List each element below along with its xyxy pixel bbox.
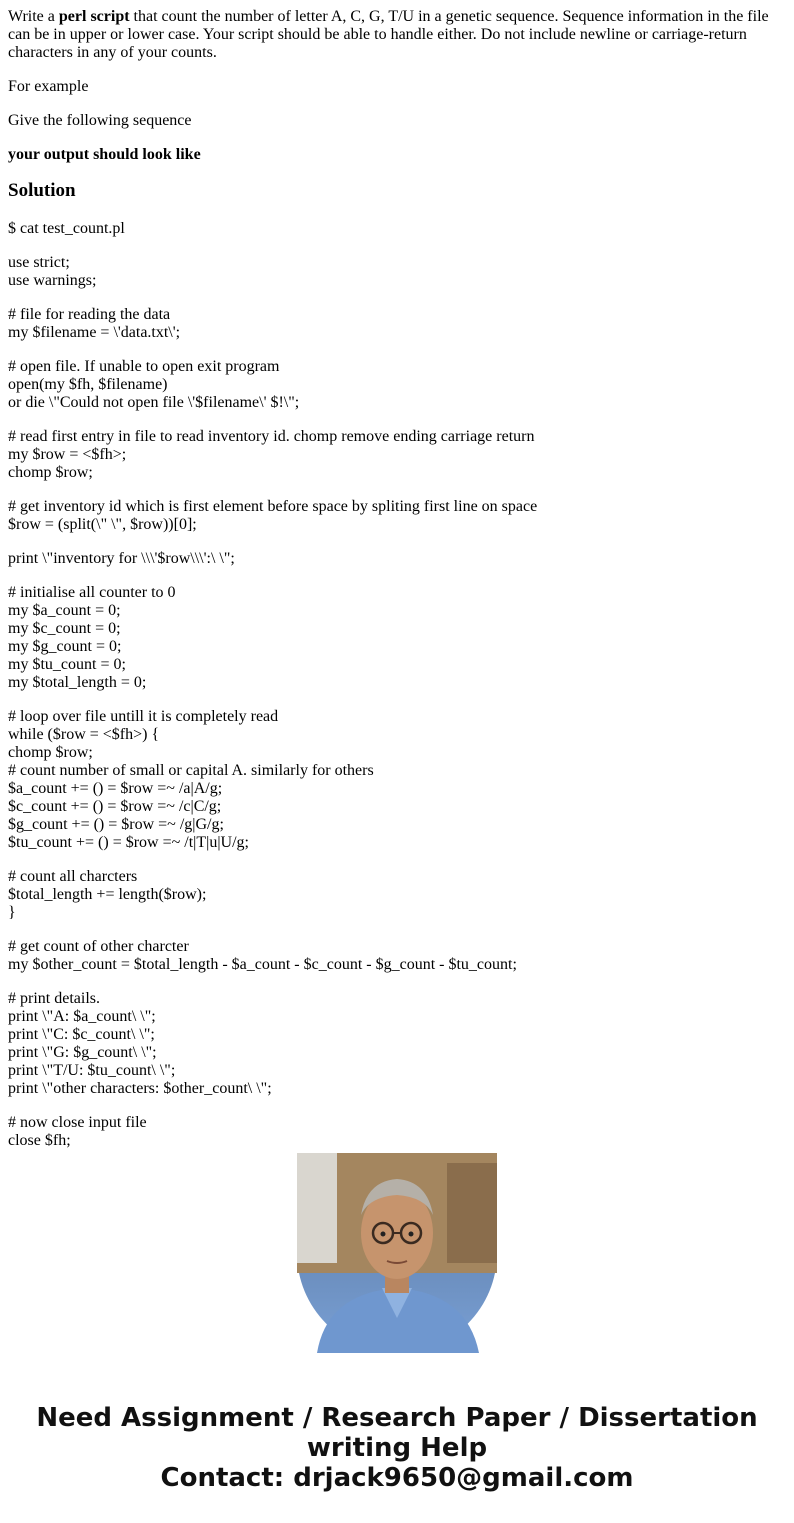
code-line: # count all charcters <box>8 868 138 885</box>
code-block <box>8 868 784 922</box>
code-line: $tu_count += () = $row =~ /t|T|u|U/g; <box>8 834 249 851</box>
code-line: # read first entry in file to read inventory id. chomp remove ending carriage return <box>8 428 535 445</box>
code-line: chomp $row; <box>8 744 93 761</box>
code-line: use warnings; <box>8 272 97 289</box>
code-line: use strict; <box>8 254 70 271</box>
author-avatar <box>297 1153 497 1353</box>
banner-line-1: Need Assignment / Research Paper / Dissertation <box>36 1403 758 1433</box>
code-line: $a_count += () = $row =~ /a|A/g; <box>8 780 223 797</box>
output-label <box>8 146 784 164</box>
code-block <box>8 428 784 482</box>
code-line: # open file. If unable to open exit program <box>8 358 280 375</box>
code-line: my $total_length = 0; <box>8 674 147 691</box>
code-block <box>8 358 784 412</box>
code-line: my $a_count = 0; <box>8 602 121 619</box>
code-line: print \"T/U: $tu_count\ \"; <box>8 1062 176 1079</box>
code-block <box>8 550 784 568</box>
code-line: # loop over file untill it is completely read <box>8 708 279 725</box>
solution-code <box>8 220 784 1149</box>
code-block <box>8 938 784 974</box>
for-example-text: For example <box>8 78 89 95</box>
code-block <box>8 254 784 290</box>
code-line: # print details. <box>8 990 100 1007</box>
code-line: print \"A: $a_count\ \"; <box>8 1008 156 1025</box>
code-line: $ cat test_count.pl <box>8 220 125 237</box>
code-line: # get count of other charcter <box>8 938 189 955</box>
code-line: # get inventory id which is first element before space by spliting first line on space <box>8 498 538 515</box>
intro-bold: perl script <box>58 8 130 25</box>
code-block <box>8 990 784 1098</box>
footer-promo <box>0 1153 794 1493</box>
code-block <box>8 498 784 534</box>
code-line: while ($row = <$fh>) { <box>8 726 160 743</box>
code-line: print \"other characters: $other_count\ \"; <box>8 1080 272 1097</box>
code-line: my $g_count = 0; <box>8 638 122 655</box>
code-line: # count number of small or capital A. similarly for others <box>8 762 374 779</box>
code-line: $row = (split(\" \", $row))[0]; <box>8 516 197 533</box>
code-block <box>8 584 784 692</box>
code-block <box>8 220 784 238</box>
document-body <box>8 0 784 1149</box>
code-line: # file for reading the data <box>8 306 171 323</box>
code-line: my $other_count = $total_length - $a_count - $c_count - $g_count - $tu_count; <box>8 956 517 973</box>
code-line: open(my $fh, $filename) <box>8 376 168 393</box>
code-line: my $filename = \'data.txt\'; <box>8 324 181 341</box>
question-text <box>8 8 784 62</box>
banner-line-2: writing Help <box>306 1433 488 1463</box>
code-line: or die \"Could not open file \'$filename\' $!\"; <box>8 394 300 411</box>
banner-line-3: Contact: drjack9650@gmail.com <box>160 1463 634 1493</box>
code-line: print \"C: $c_count\ \"; <box>8 1026 155 1043</box>
code-line: $c_count += () = $row =~ /c|C/g; <box>8 798 222 815</box>
contact-banner <box>0 1403 794 1493</box>
code-line: $total_length += length($row); <box>8 886 207 903</box>
code-line: } <box>8 904 16 921</box>
solution-heading: Solution <box>8 180 76 201</box>
code-line: chomp $row; <box>8 464 93 481</box>
person-photo-icon <box>297 1153 497 1353</box>
code-line: print \"inventory for \\\'$row\\\':\ \"; <box>8 550 235 567</box>
code-line: print \"G: $g_count\ \"; <box>8 1044 157 1061</box>
code-block <box>8 1114 784 1150</box>
code-line: close $fh; <box>8 1132 71 1149</box>
code-line: # initialise all counter to 0 <box>8 584 176 601</box>
output-label-bold: your output should look like <box>8 146 201 163</box>
code-line: $g_count += () = $row =~ /g|G/g; <box>8 816 224 833</box>
give-sequence-text: Give the following sequence <box>8 112 192 129</box>
code-line: my $tu_count = 0; <box>8 656 126 673</box>
code-line: my $row = <$fh>; <box>8 446 127 463</box>
code-line: my $c_count = 0; <box>8 620 121 637</box>
intro-prefix: Write a <box>8 8 59 25</box>
code-line: # now close input file <box>8 1114 147 1131</box>
code-block <box>8 306 784 342</box>
code-block <box>8 708 784 852</box>
intro-suffix: that count the number of letter A, C, G, T/U in a genetic sequence. Sequence information in the file can be in upper or lower case. Your script should be able to handle either. Do not include newline or carriage-return characters in any of your counts. <box>8 8 769 61</box>
